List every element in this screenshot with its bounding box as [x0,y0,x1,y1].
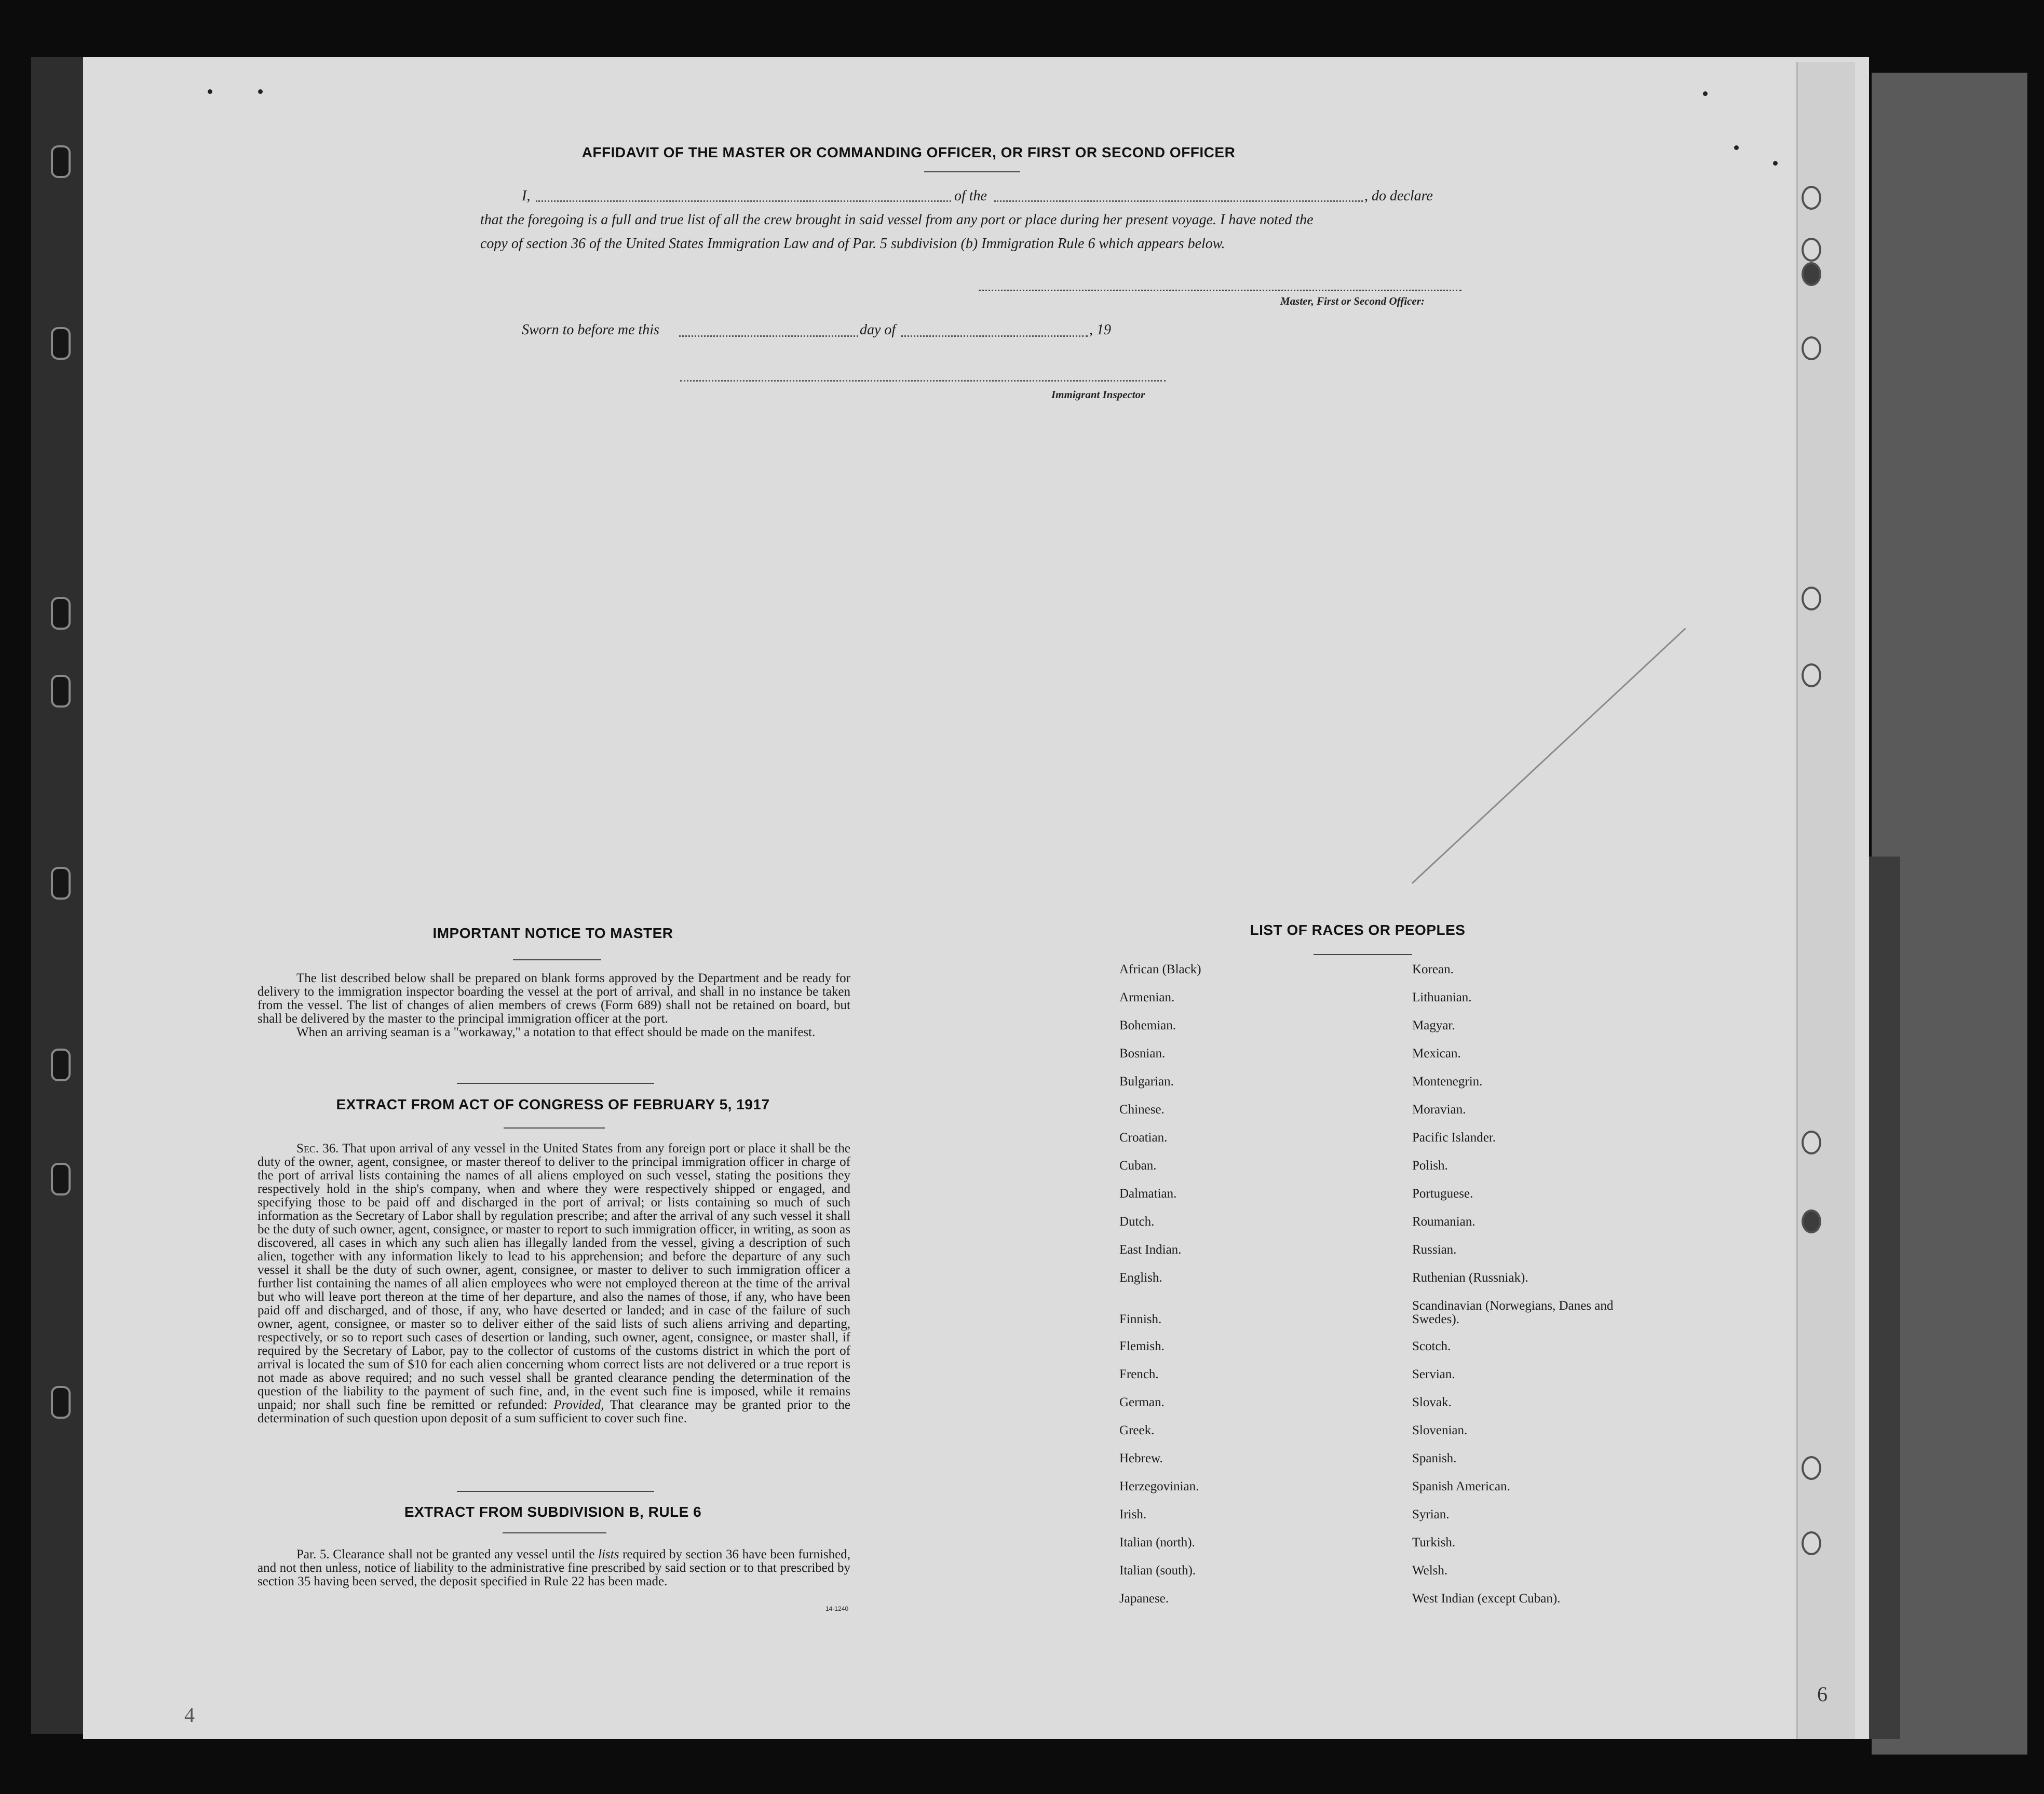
rule-rule [503,1532,606,1533]
race-right: West Indian (except Cuban). [1412,1592,1561,1606]
sworn-day-blank[interactable] [679,335,858,337]
scan-speck [1703,91,1708,96]
punch-hole [1802,587,1821,610]
lists-word: lists [598,1547,619,1561]
vessel-blank[interactable] [994,200,1363,202]
race-right: Ruthenian (Russniak). [1412,1271,1528,1285]
race-right: Roumanian. [1412,1215,1476,1229]
rule-title: EXTRACT FROM SUBDIVISION B, RULE 6 [404,1504,702,1520]
notice-paragraph-1: The list described below shall be prepared on blank forms approved by the Department and be ready for delivery to the immigration inspector boarding the vessel at the port of arrival, and shall in no instance be taken from the vessel. The list of changes of alien members of crews (Form 689) shall not be retained on board, but shall be delivered by the master to the principal immigration officer at the port. [258,971,850,1026]
binding-slot [51,327,71,360]
race-row [1111,1564,1682,1592]
race-row [1111,1508,1682,1536]
affidavit-title: AFFIDAVIT OF THE MASTER OR COMMANDING OFFICER, OR FIRST OR SECOND OFFICER [581,144,1236,160]
race-left: Italian (south). [1119,1564,1196,1578]
race-row [1111,1271,1682,1299]
race-left: Flemish. [1119,1339,1165,1353]
signature-caption: Master, First or Second Officer: [1280,295,1425,307]
races-table [1111,963,1682,1620]
race-left: French. [1119,1367,1159,1381]
punch-hole [1802,238,1821,262]
races-rule [1314,954,1412,955]
binding-slot [51,867,71,900]
race-left: Hebrew. [1119,1451,1163,1465]
race-right: Montenegrin. [1412,1075,1483,1089]
form-number: 14-1240 [825,1605,849,1612]
race-row [1111,1019,1682,1047]
race-right: Turkish. [1412,1535,1456,1550]
races-title: LIST OF RACES OR PEOPLES [1250,922,1466,938]
binding-edge [31,57,86,1734]
margin-mark-left: 4 [184,1703,195,1727]
rule-text [258,1548,850,1588]
race-row [1111,1592,1682,1620]
race-row [1111,1299,1682,1340]
race-right: Welsh. [1412,1564,1448,1578]
race-right: Russian. [1412,1243,1457,1257]
race-left: Finnish. [1119,1312,1162,1326]
race-left: Bulgarian. [1119,1075,1174,1089]
race-left: Cuban. [1119,1159,1157,1173]
affidavit-do-declare: , do declare [1364,188,1433,204]
name-blank[interactable] [536,200,951,202]
race-right: Pacific Islander. [1412,1131,1496,1145]
race-left: Irish. [1119,1507,1147,1521]
signature-line[interactable] [979,290,1461,291]
race-row [1111,963,1682,991]
inspector-caption: Immigrant Inspector [1051,388,1145,401]
punch-hole [1802,1531,1821,1555]
affidavit-line2: that the foregoing is a full and true list of all the crew brought in said vessel from any port or place during her present voyage. I have noted the [480,212,1314,228]
race-right: Slovak. [1412,1395,1452,1409]
rule-body-b: required by section 36 have been furnished, and not then unless, notice of liability to the administrative fine prescribed by said section or to that prescribed by section 35 having been served, the deposit specified in Rule 22 has been made. [258,1547,851,1588]
race-left: Armenian. [1119,990,1175,1004]
margin-mark-right: 6 [1817,1682,1828,1706]
race-row [1111,1215,1682,1243]
race-row [1111,1159,1682,1187]
race-left: East Indian. [1119,1243,1182,1257]
race-left: Italian (north). [1119,1535,1195,1550]
race-right: Scandinavian (Norwegians, Danes and Swedes). [1412,1299,1614,1326]
race-row [1111,1103,1682,1131]
punch-hole [1802,1456,1821,1480]
act-title: EXTRACT FROM ACT OF CONGRESS OF FEBRUARY 5, 1917 [336,1096,770,1112]
race-right: Spanish American. [1412,1479,1510,1493]
race-row [1111,1243,1682,1271]
page-fold [1796,62,1855,1739]
race-right: Korean. [1412,962,1454,976]
race-row [1111,1368,1682,1396]
race-row [1111,1187,1682,1215]
affidavit-i: I, [522,188,531,204]
punch-hole [1802,186,1821,210]
binding-slot [51,1163,71,1195]
binding-slot [51,145,71,178]
race-row [1111,991,1682,1019]
sworn-prefix: Sworn to before me this [522,322,659,338]
punch-hole [1802,1209,1821,1233]
punch-hole [1802,1131,1821,1154]
race-right: Mexican. [1412,1046,1461,1061]
sworn-month-blank[interactable] [901,335,1088,337]
race-left: Bosnian. [1119,1046,1166,1061]
act-body: That upon arrival of any vessel in the United States from any foreign port or place it shall be the duty of the owner, agent, consignee, or master thereof to deliver to the principal immigration officer in charge of the port of arrival lists containing the names of all aliens employed on such vessel, stating the positions they respectively hold in the ship's company, when and where they were respectively shipped or engaged, and specifying those to be paid off and discharged in the port of arrival; or lists containing so much of such information as the Secretary of Labor shall by regulation prescribe; and after the arrival of any such vessel it shall be the duty of such owner, agent, consignee, or master to report to such immigration officer, in writing, as soon as discovered, all cases in which any such alien has illegally landed from the vessel, giving a description of such alien, together with any information likely to lead to his apprehension; and before the departure of any such vessel it shall be the duty of such owner, agent, consignee, or master to deliver to such immigration officer a further list containing the names of all alien employees who were not employed thereon at the time of the arrival but who will leave port thereon at the time of her departure, and also the names of those, if any, who have been paid off and discharged, and of those, if any, who have deserted or landed; and in case of the failure of such owner, agent, consignee, or master so to deliver either of the said lists of such aliens arriving and departing, respectively, or so to report such cases of desertion or landing, such owner, agent, consignee, or master shall, if required by the Secretary of Labor, pay to the collector of customs of the customs district in which the port of arrival is located the sum of $10 for each alien concerning whom correct lists are not delivered or a true report is not made as above required; and no such vessel shall be granted clearance pending the determination of the question of the liability to the payment of such fine, and, in the event such fine is imposed, while it remains unpaid; nor shall such fine be remitted or refunded: [258,1141,850,1412]
scan-speck [208,89,212,94]
scan-speck [1734,145,1739,150]
section-divider [457,1083,654,1084]
notice-paragraph-2: When an arriving seaman is a "workaway," a notation to that effect should be made on the manifest. [296,1025,816,1039]
punch-hole [1802,663,1821,687]
act-text [258,1142,850,1425]
race-left: Greek. [1119,1423,1155,1437]
race-right: Lithuanian. [1412,990,1472,1004]
race-right: Spanish. [1412,1451,1457,1465]
race-row [1111,1396,1682,1424]
binding-slot [51,1049,71,1081]
sworn-day-of: day of [860,322,896,338]
race-row [1111,1424,1682,1452]
race-left: Bohemian. [1119,1018,1176,1032]
notice-rule [513,959,601,960]
race-right: Portuguese. [1412,1187,1473,1201]
race-row [1111,1340,1682,1368]
notice-title: IMPORTANT NOTICE TO MASTER [432,925,673,941]
race-left: Japanese. [1119,1592,1169,1606]
race-right: Syrian. [1412,1507,1450,1521]
race-left: Herzegovinian. [1119,1479,1199,1493]
section-divider [457,1491,654,1492]
binding-slot [51,597,71,630]
race-left: Chinese. [1119,1103,1165,1117]
race-left: German. [1119,1395,1165,1409]
race-row [1111,1075,1682,1103]
race-left: Croatian. [1119,1131,1168,1145]
race-row [1111,1047,1682,1075]
race-left: Dutch. [1119,1215,1155,1229]
race-right: Servian. [1412,1367,1455,1381]
punch-hole [1802,336,1821,360]
race-left: Dalmatian. [1119,1187,1177,1201]
race-left: African (Black) [1119,962,1201,976]
affidavit-line3: copy of section 36 of the United States Immigration Law and of Par. 5 subdivision (b) Immigration Rule 6 which appears below. [480,236,1225,252]
act-rule [504,1127,605,1129]
punch-hole [1802,262,1821,286]
race-right: Polish. [1412,1159,1448,1173]
scan-speck [258,89,263,94]
inspector-signature-line[interactable] [680,380,1166,382]
race-right: Moravian. [1412,1103,1466,1117]
scan-speck [1773,161,1778,166]
race-right: Slovenian. [1412,1423,1468,1437]
notice-text [258,972,850,1039]
binding-slot [51,675,71,708]
race-left: English. [1119,1271,1162,1285]
race-row [1111,1536,1682,1564]
sworn-year: , 19 [1089,322,1111,338]
provided-label: Provided, [553,1398,604,1412]
binding-slot [51,1386,71,1419]
race-right: Magyar. [1412,1018,1455,1032]
affidavit-of-the: of the [954,188,987,204]
race-row [1111,1452,1682,1480]
race-row [1111,1480,1682,1508]
rule-body-a: Par. 5. Clearance shall not be granted any vessel until the [296,1547,595,1561]
act-body-end: That clearance may be granted prior to the determination of such question upon deposit of a sum sufficient to cover such fine. [258,1398,851,1425]
race-right: Scotch. [1412,1339,1451,1353]
sec-label: Sec. 36. [296,1141,339,1156]
race-row [1111,1131,1682,1159]
title-rule [924,171,1020,172]
